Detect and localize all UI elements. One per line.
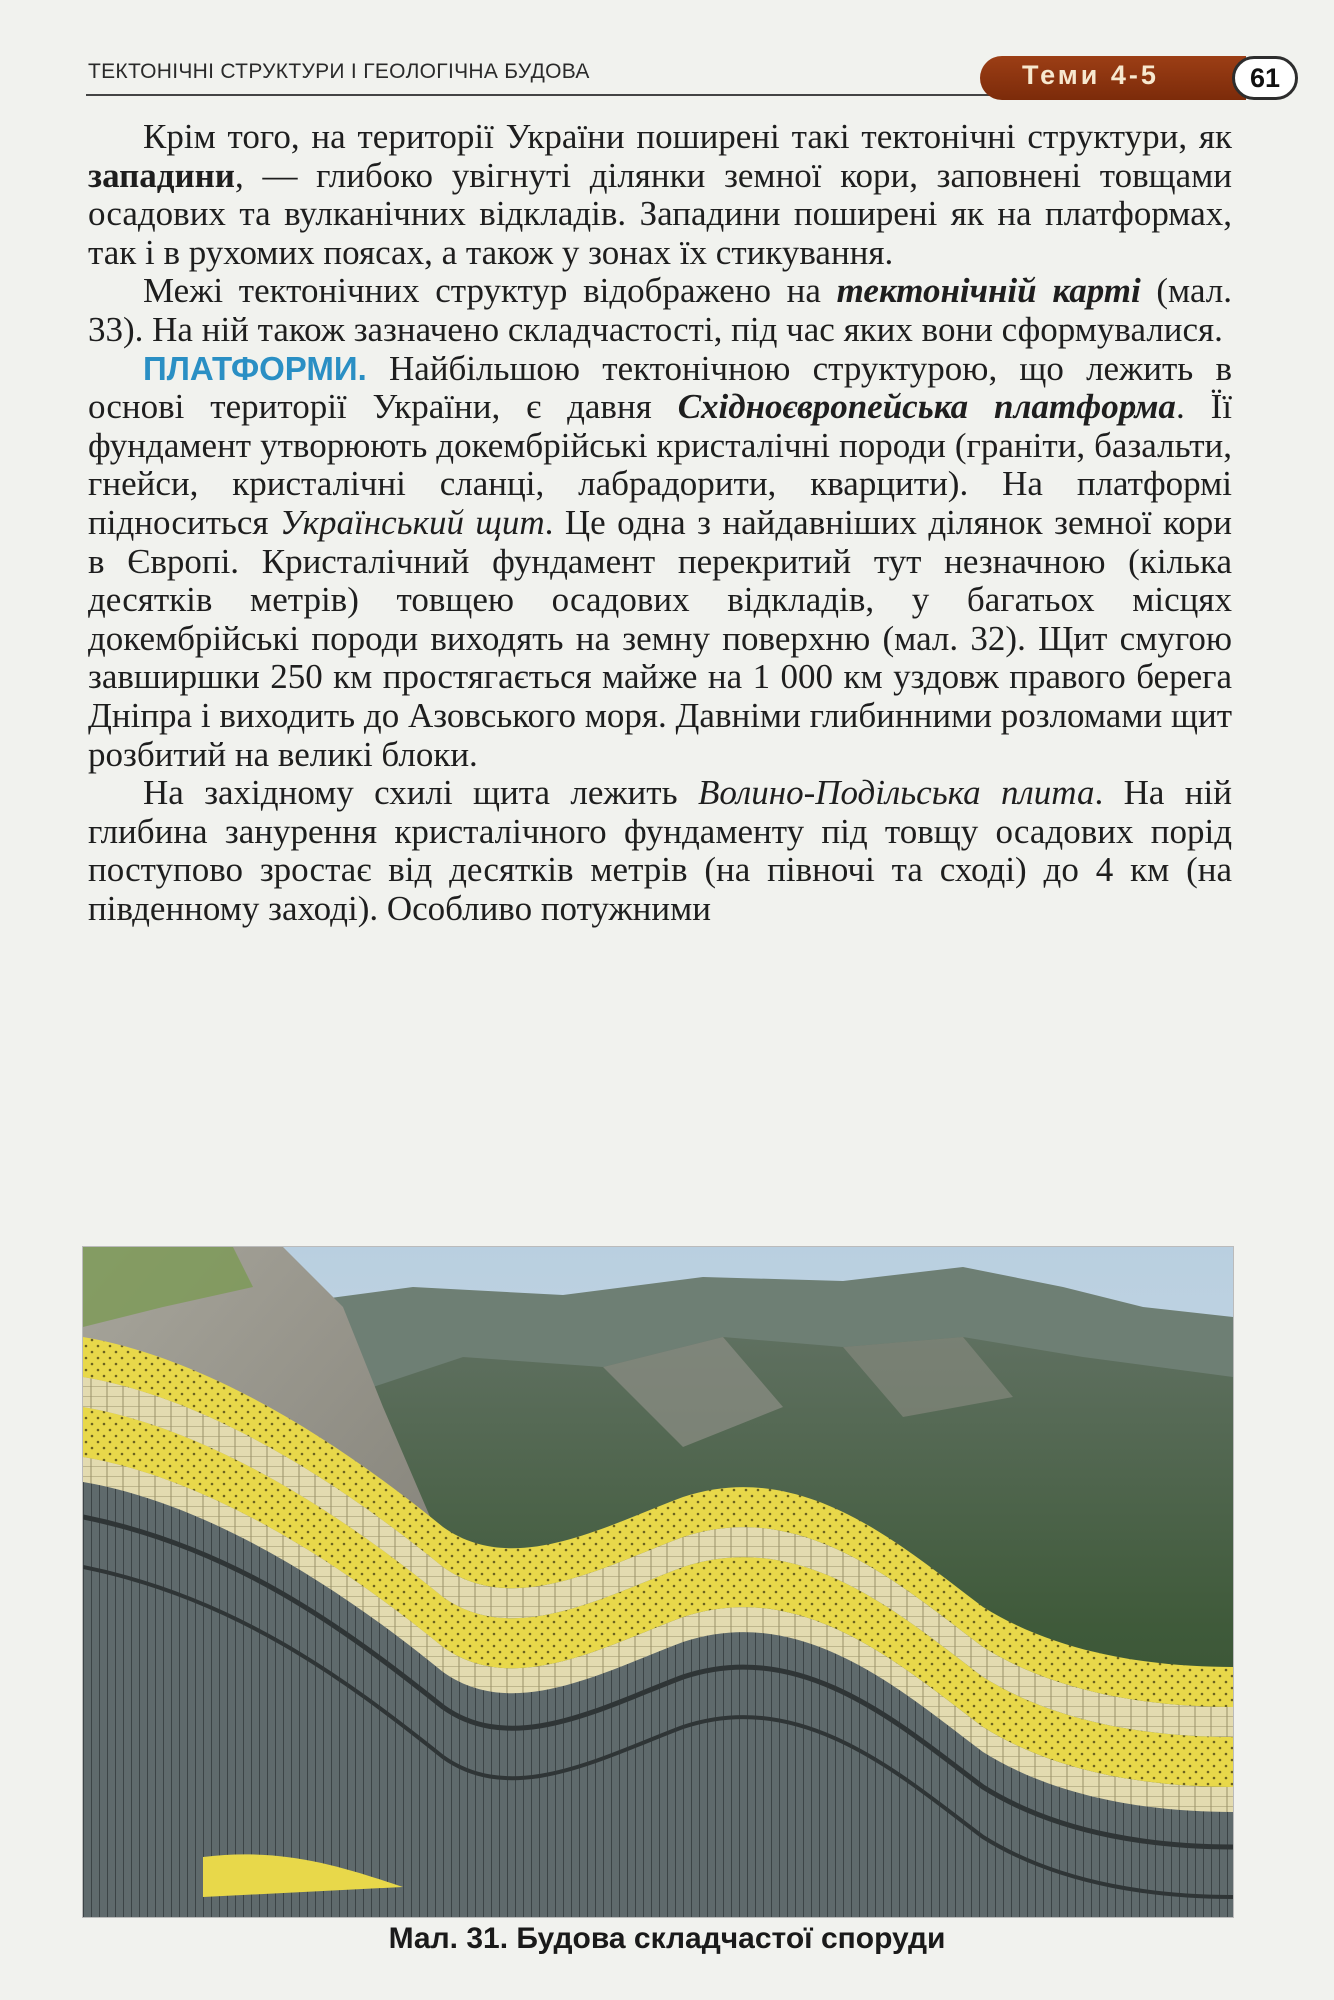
body-text xyxy=(88,118,1232,928)
figure-caption: Мал. 31. Будова складчастої споруди xyxy=(388,1922,946,1955)
term-volyn-podillia-plate: Волино-Подільська плита xyxy=(697,773,1095,813)
term-east-european-platform: Східноєвропейська платформа xyxy=(677,387,1176,427)
paragraph-1-text-b: , — глибоко увігнуті ділянки земної кори, заповнені товщами осадових та вулканічних відкладів. Западини поширені як на платформах, так і в рухомих поясах, а також у зонах їх стикування. xyxy=(88,155,1232,272)
paragraph-4-text-a: На західному схилі щита лежить xyxy=(143,773,698,813)
paragraph-4 xyxy=(88,774,1232,928)
term-tectonic-map: тектонічній карті xyxy=(836,271,1141,311)
paragraph-2 xyxy=(88,272,1232,349)
paragraph-3-text-c: . Це одна з найдавніших ділянок земної кори в Європі. Кристалічний фундамент перекритий тут незначною (кілька десятків метрів) товщею осадових відкладів, у багатьох місцях докембрійські породи виходять на земну поверхню (мал. 32). Щит смугою завширшки 250 км простягається майже на 1 000 км уздовж правого берега Дніпра і виходить до Азовського моря. Давніми глибинними розломами щит розбитий на великі блоки. xyxy=(88,502,1232,774)
paragraph-4-text-b: . На ній глибина занурення кристалічного фундаменту під товщу осадових порід поступово зростає від десятків метрів (на півночі та сході) до 4 км (на південному заході). Особливо потужними xyxy=(88,773,1232,928)
paragraph-3-text-a: Найбільшою тектонічною структурою, що лежить в основі території України, є давня xyxy=(88,348,1232,427)
fold-structure-illustration xyxy=(83,1247,1233,1917)
paragraph-2-text-b: (мал. 33). На ній також зазначено складчастості, під час яких вони сформувалися. xyxy=(88,271,1233,349)
running-header-title: ТЕКТОНІЧНІ СТРУКТУРИ І ГЕОЛОГІЧНА БУДОВА xyxy=(88,60,590,83)
paragraph-3 xyxy=(88,350,1232,775)
page-number: 61 xyxy=(1232,56,1298,100)
term-zapadyny: западини xyxy=(88,155,235,195)
figure-fold-structure xyxy=(82,1246,1234,1918)
paragraph-1 xyxy=(88,118,1232,272)
section-heading-platforms: ПЛАТФОРМИ. xyxy=(143,349,367,387)
topic-label: Теми 4-5 xyxy=(1022,60,1159,90)
paragraph-1-text-a: Крім того, на території України поширені такі тектонічні структури, як xyxy=(143,117,1232,156)
paragraph-3-text-b: . Її фундамент утворюють докембрійські кристалічні породи (граніти, базальти, гнейси, кристалічні сланці, лабрадорити, кварцити). На платформі підноситься xyxy=(88,387,1232,542)
term-ukrainian-shield: Український щит xyxy=(279,502,545,542)
paragraph-2-text-a: Межі тектонічних структур відображено на xyxy=(143,271,837,311)
